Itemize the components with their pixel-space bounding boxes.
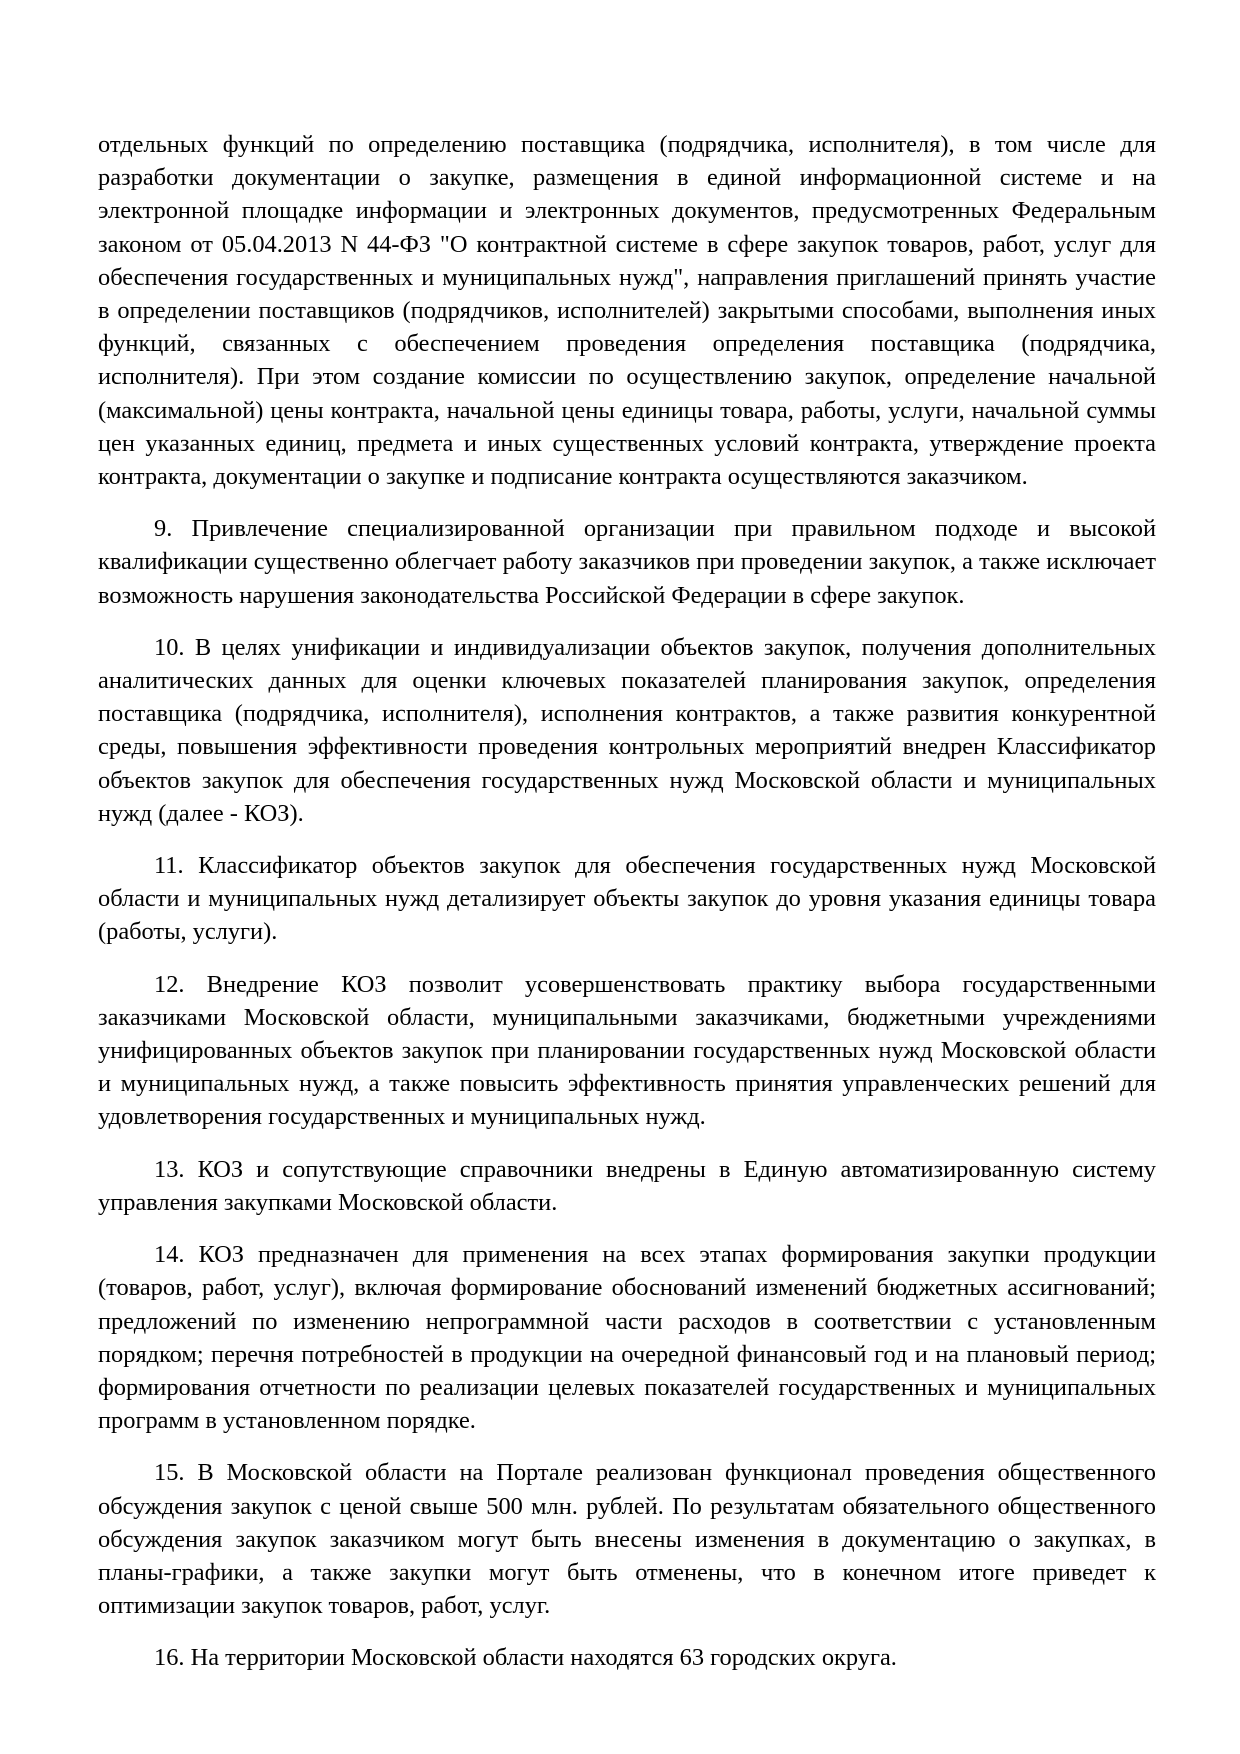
paragraph-16: 16. На территории Московской области находятся 63 городских округа. — [154, 1644, 897, 1672]
paragraph-12: 12. Внедрение КОЗ позволит усовершенствовать практику выбора государственными заказчиками Московской области, муниципальными заказчиками, бюджетными учреждениями унифицированных объектов закупок при планировании государственных нужд Московской области и муниципальных нужд, а также повысить эффективность принятия управленческих решений для удовлетворения государственных и муниципальных нужд. — [98, 970, 1156, 1131]
paragraph-10: 10. В целях унификации и индивидуализации объектов закупок, получения дополнительных аналитических данных для оценки ключевых показателей планирования закупок, определения поставщика (подрядчика, исполнителя), исполнения контрактов, а также развития конкурентной среды, повышения эффективности проведения контрольных мероприятий внедрен Классификатор объектов закупок для обеспечения государственных нужд Московской области и муниципальных нужд (далее - КОЗ). — [98, 633, 1156, 827]
paragraph-11: 11. Классификатор объектов закупок для обеспечения государственных нужд Московской области и муниципальных нужд детализирует объекты закупок до уровня указания единицы товара (работы, услуги). — [98, 852, 1156, 946]
paragraph-15: 15. В Московской области на Портале реализован функционал проведения общественного обсуждения закупок с ценой свыше 500 млн. рублей. По результатам обязательного общественного обсуждения закупок заказчиком могут быть внесены изменения в документацию о закупках, в планы-графики, а также закупки могут быть отменены, что в конечном итоге приведет к оптимизации закупок товаров, работ, услуг. — [98, 1459, 1156, 1620]
document-body — [98, 128, 1156, 1675]
paragraph-14: 14. КОЗ предназначен для применения на всех этапах формирования закупки продукции (товаров, работ, услуг), включая формирование обоснований изменений бюджетных ассигнований; предложений по изменению непрограммной части расходов в соответствии с установленным порядком; перечня потребностей в продукции на очередной финансовый год и на плановый период; формирования отчетности по реализации целевых показателей государственных и муниципальных программ в установленном порядке. — [98, 1241, 1156, 1435]
paragraph-9: 9. Привлечение специализированной организации при правильном подходе и высокой квалификации существенно облегчает работу заказчиков при проведении закупок, а также исключает возможность нарушения законодательства Российской Федерации в сфере закупок. — [98, 515, 1156, 609]
paragraph-13: 13. КОЗ и сопутствующие справочники внедрены в Единую автоматизированную систему управления закупками Московской области. — [98, 1155, 1156, 1216]
paragraph-continuation: отдельных функций по определению поставщика (подрядчика, исполнителя), в том числе для разработки документации о закупке, размещения в единой информационной системе и на электронной площадке информации и электронных документов, предусмотренных Федеральным законом от 05.04.2013 N 44-ФЗ "О контрактной системе в сфере закупок товаров, работ, услуг для обеспечения государственных и муниципальных нужд", направления приглашений принять участие в определении поставщиков (подрядчиков, исполнителей) закрытыми способами, выполнения иных функций, связанных с обеспечением проведения определения поставщика (подрядчика, исполнителя). При этом создание комиссии по осуществлению закупок, определение начальной (максимальной) цены контракта, начальной цены единицы товара, работы, услуги, начальной суммы цен указанных единиц, предмета и иных существенных условий контракта, утверждение проекта контракта, документации о закупке и подписание контракта осуществляются заказчиком. — [98, 131, 1156, 491]
